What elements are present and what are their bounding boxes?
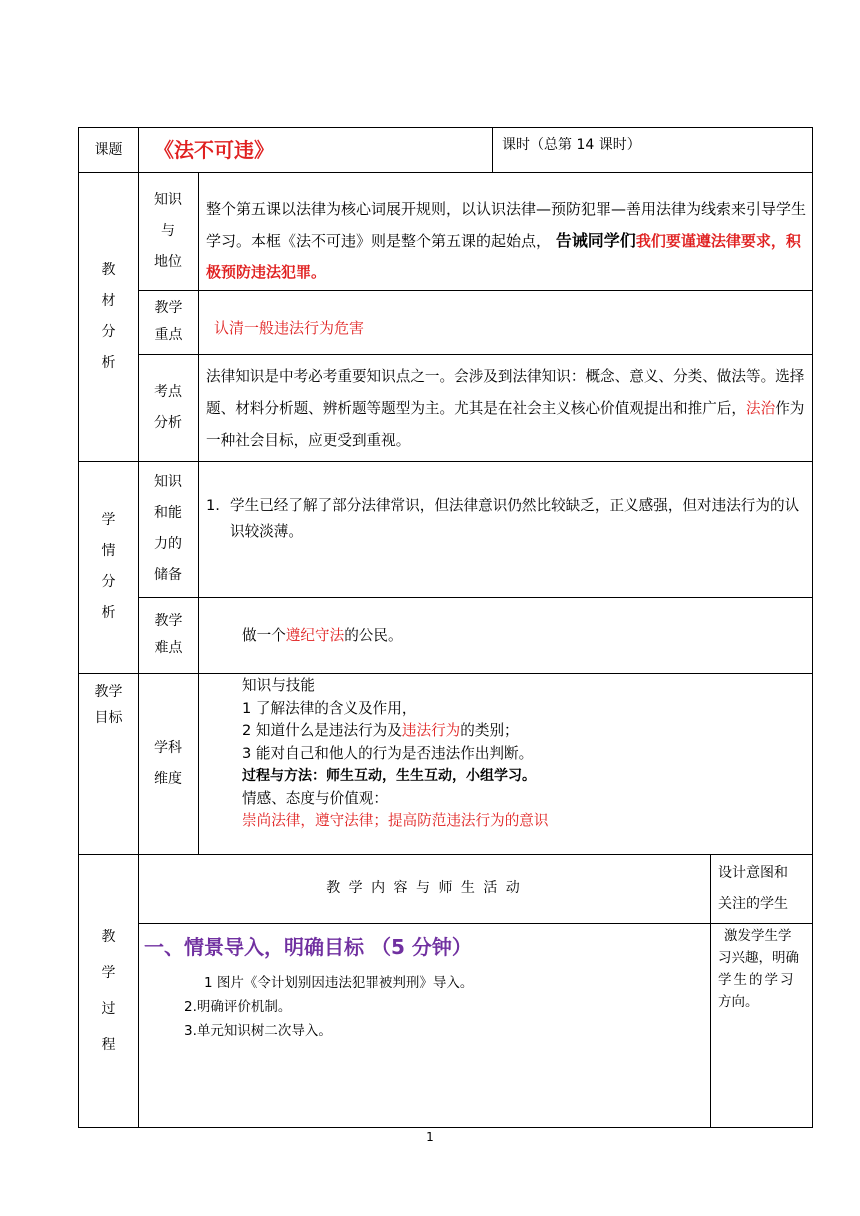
topic-label-cell <box>78 127 139 173</box>
knowledge-ability-label-2: 和能 <box>154 505 182 521</box>
exam-analysis-label-1: 考点 <box>154 383 182 400</box>
knowledge-position-text-bold: 告诫同学们 <box>555 231 636 250</box>
exam-analysis-label-cell <box>138 354 199 462</box>
process-label-3: 过 <box>101 1000 116 1017</box>
subject-dimension-content-cell <box>198 673 813 855</box>
subject-dimension-label-1: 学科 <box>154 739 182 756</box>
design-note <box>710 923 812 1013</box>
design-header-cell <box>710 854 813 924</box>
design-header-1: 设计意图和 <box>718 865 788 881</box>
textbook-analysis-label-cell <box>78 172 139 462</box>
key-points-label-1: 教学 <box>154 300 183 316</box>
period-cell <box>492 127 813 173</box>
objectives-heading: 知识与技能 <box>242 677 315 694</box>
exam-analysis-text-red: 法治 <box>745 400 776 417</box>
learning-analysis-label-4: 析 <box>101 605 116 621</box>
objectives-label-2: 目标 <box>94 710 123 726</box>
objectives-item-2 <box>242 720 812 743</box>
process-label-4: 程 <box>101 1036 116 1053</box>
objectives-label-1: 教学 <box>94 684 123 700</box>
design-note-4: 方向。 <box>718 994 759 1010</box>
knowledge-position-text-red: 我们要谨遵法律要求，积极预防违法犯罪。 <box>206 232 801 281</box>
exam-analysis-text-before: 法律知识是中考必考重要知识点之一。会涉及到法律知识：概念、意义、分类、做法等。选择题、材料分析题、辨析题等题型为主。尤其是在社会主义核心价值观提出和推广后， <box>206 368 805 417</box>
design-note-1: 激发学生学 <box>724 928 792 944</box>
difficulty-text <box>198 598 812 674</box>
objectives-item-2-before: 2 知道什么是违法行为及 <box>242 722 402 739</box>
knowledge-position-label-1: 知识 <box>154 191 182 208</box>
period-text: 课时（总第 14 课时） <box>502 137 641 153</box>
difficulty-text-after: 的公民。 <box>344 627 403 644</box>
knowledge-ability-label-1: 知识 <box>154 474 182 490</box>
key-points-text: 认清一般违法行为危害 <box>214 319 365 337</box>
process-step-2: 2.明确评价机制。 <box>184 999 292 1015</box>
knowledge-position-label-3: 地位 <box>154 253 182 270</box>
difficulty-text-red: 遵纪守法 <box>285 627 345 644</box>
design-header <box>710 854 812 920</box>
section-title: 一、情景导入，明确目标 （5 分钟） <box>144 935 472 959</box>
knowledge-ability-label-cell <box>138 461 199 598</box>
difficulty-text-before: 做一个 <box>242 627 286 644</box>
topic-label: 课题 <box>94 141 123 158</box>
knowledge-position-content-cell <box>198 172 813 291</box>
knowledge-ability-content-cell <box>198 461 813 598</box>
topic-title-cell <box>138 127 493 173</box>
key-points-label-cell <box>138 290 199 355</box>
exam-analysis-text-after: 作为一种社会目标，应更受到重视。 <box>206 400 805 449</box>
knowledge-ability-item-text: 学生已经了解了部分法律常识，但法律意识仍然比较缺乏，正义感强，但对违法行为的认识较淡薄。 <box>230 497 800 540</box>
process-label-2: 学 <box>101 964 116 981</box>
exam-analysis-text <box>198 354 812 457</box>
objectives-process: 过程与方法：师生互动，生生互动，小组学习。 <box>242 768 536 784</box>
textbook-analysis-label-3: 分 <box>101 323 116 340</box>
process-label-cell <box>78 854 139 1128</box>
knowledge-position-label-2: 与 <box>161 222 175 239</box>
objectives-item-2-red: 违法行为 <box>401 722 461 739</box>
subject-dimension-label-cell <box>138 673 199 855</box>
learning-analysis-label-1: 学 <box>101 512 116 528</box>
difficulty-label-2: 难点 <box>154 640 183 656</box>
learning-analysis-label-cell <box>78 461 139 674</box>
objectives-label-cell <box>78 673 139 855</box>
textbook-analysis-label-1: 教 <box>101 261 116 278</box>
objectives-emotion-red: 崇尚法律，遵守法律；提高防范违法行为的意识 <box>242 812 549 829</box>
process-label-1: 教 <box>101 928 116 945</box>
difficulty-content-cell <box>198 597 813 674</box>
objectives-label <box>79 673 138 731</box>
objectives-emotion: 情感、态度与价值观： <box>242 789 388 807</box>
process-step-1: 1 图片《令计划别因违法犯罪被判刑》导入。 <box>204 975 474 991</box>
difficulty-label-cell <box>138 597 199 674</box>
content-header: 教 学 内 容 与 师 生 活 动 <box>326 880 522 896</box>
knowledge-ability-label-4: 储备 <box>154 567 182 583</box>
objectives-item-1: 1 了解法律的含义及作用， <box>242 699 417 717</box>
learning-analysis-label-3: 分 <box>101 574 116 590</box>
process-step-3: 3.单元知识树二次导入。 <box>184 1023 332 1039</box>
design-note-3: 学生的学习 <box>718 972 796 988</box>
subject-dimension-label-2: 维度 <box>154 770 182 787</box>
knowledge-position-text <box>198 172 812 288</box>
knowledge-ability-label-3: 力的 <box>154 536 182 552</box>
difficulty-label-1: 教学 <box>154 613 183 629</box>
learning-analysis-label-2: 情 <box>101 543 116 559</box>
key-points-content-cell <box>198 290 813 355</box>
content-header-cell <box>138 854 711 924</box>
knowledge-position-label-cell <box>138 172 199 291</box>
page-number: 1 <box>426 1130 434 1144</box>
key-points-label-2: 重点 <box>154 327 183 343</box>
textbook-analysis-label-2: 材 <box>101 292 116 309</box>
design-note-2: 习兴趣，明确 <box>718 950 799 966</box>
exam-analysis-label-2: 分析 <box>154 414 182 431</box>
knowledge-position-text-plain: 整个第五课以法律为核心词展开规则，以认识法律—预防犯罪—善用法律为线索来引导学生学习。本框《法不可违》则是整个第五课的起始点， <box>206 200 807 250</box>
design-note-cell <box>710 923 813 1128</box>
objectives-item-2-after: 的类别； <box>460 722 519 739</box>
objectives-item-3: 3 能对自己和他人的行为是否违法作出判断。 <box>242 744 534 762</box>
exam-analysis-content-cell <box>198 354 813 462</box>
topic-title: 《法不可违》 <box>154 138 274 162</box>
knowledge-ability-item <box>198 461 812 545</box>
subject-dimension-content <box>198 673 812 833</box>
design-header-2: 关注的学生 <box>718 896 788 912</box>
process-content-cell <box>138 923 711 1128</box>
knowledge-ability-item-number: 1. <box>206 497 220 514</box>
textbook-analysis-label-4: 析 <box>101 354 116 371</box>
